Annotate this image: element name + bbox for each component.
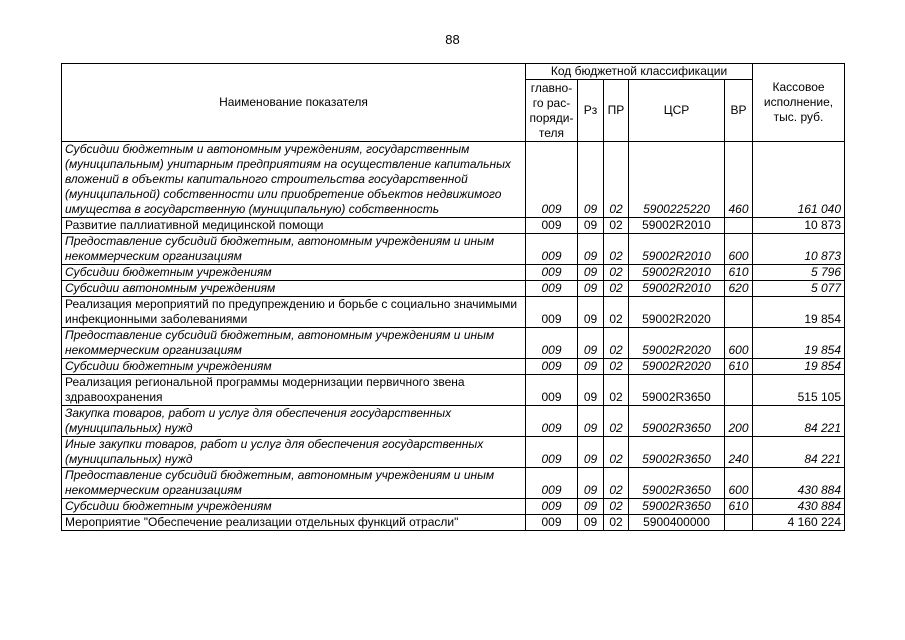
cell-csr: 59002R3650	[629, 375, 725, 406]
table-body	[62, 142, 845, 531]
cell-csr: 59002R3650	[629, 468, 725, 499]
header-vr: ВР	[725, 80, 753, 142]
cell-rz: 09	[578, 359, 604, 375]
cell-name: Предоставление субсидий бюджетным, автономным учреждениям и иным некоммерческим организациям	[62, 468, 526, 499]
cell-amount: 161 040	[753, 142, 845, 218]
cell-admin: 009	[526, 375, 578, 406]
cell-name: Закупка товаров, работ и услуг для обеспечения государственных (муниципальных) нужд	[62, 406, 526, 437]
cell-name: Предоставление субсидий бюджетным, автономным учреждениям и иным некоммерческим организациям	[62, 328, 526, 359]
header-pr: ПР	[604, 80, 629, 142]
cell-amount: 19 854	[753, 359, 845, 375]
cell-admin: 009	[526, 406, 578, 437]
cell-amount: 515 105	[753, 375, 845, 406]
cell-vr: 600	[725, 234, 753, 265]
cell-csr: 5900225220	[629, 142, 725, 218]
table-row	[62, 297, 845, 328]
cell-pr: 02	[604, 406, 629, 437]
cell-vr: 620	[725, 281, 753, 297]
cell-pr: 02	[604, 437, 629, 468]
cell-rz: 09	[578, 328, 604, 359]
cell-name: Иные закупки товаров, работ и услуг для обеспечения государственных (муниципальных) нужд	[62, 437, 526, 468]
cell-name: Субсидии бюджетным учреждениям	[62, 359, 526, 375]
cell-amount: 430 884	[753, 468, 845, 499]
table-row	[62, 281, 845, 297]
cell-amount: 19 854	[753, 328, 845, 359]
cell-amount: 10 873	[753, 234, 845, 265]
cell-pr: 02	[604, 468, 629, 499]
cell-csr: 59002R2010	[629, 234, 725, 265]
cell-csr: 59002R3650	[629, 406, 725, 437]
cell-vr	[725, 515, 753, 531]
header-administrator: главно-го рас-поряди-теля	[526, 80, 578, 142]
cell-csr: 59002R3650	[629, 499, 725, 515]
cell-pr: 02	[604, 359, 629, 375]
page-number: 88	[445, 32, 460, 47]
cell-rz: 09	[578, 281, 604, 297]
cell-vr: 600	[725, 468, 753, 499]
cell-csr: 59002R2010	[629, 265, 725, 281]
cell-csr: 5900400000	[629, 515, 725, 531]
cell-admin: 009	[526, 359, 578, 375]
cell-pr: 02	[604, 297, 629, 328]
cell-pr: 02	[604, 515, 629, 531]
table-row	[62, 499, 845, 515]
cell-name: Реализация региональной программы модернизации первичного звена здравоохранения	[62, 375, 526, 406]
cell-admin: 009	[526, 142, 578, 218]
table-row	[62, 375, 845, 406]
cell-rz: 09	[578, 142, 604, 218]
cell-rz: 09	[578, 437, 604, 468]
cell-admin: 009	[526, 265, 578, 281]
cell-pr: 02	[604, 234, 629, 265]
cell-vr: 610	[725, 265, 753, 281]
cell-amount: 19 854	[753, 297, 845, 328]
header-amount: Кассовое исполнение, тыс. руб.	[753, 64, 845, 142]
cell-csr: 59002R2010	[629, 218, 725, 234]
cell-vr	[725, 297, 753, 328]
cell-amount: 10 873	[753, 218, 845, 234]
table-row	[62, 218, 845, 234]
cell-name: Субсидии бюджетным учреждениям	[62, 499, 526, 515]
header-code-group: Код бюджетной классификации	[526, 64, 753, 80]
cell-admin: 009	[526, 468, 578, 499]
table-row	[62, 234, 845, 265]
table-row	[62, 437, 845, 468]
cell-csr: 59002R2020	[629, 297, 725, 328]
table-row	[62, 142, 845, 218]
cell-rz: 09	[578, 265, 604, 281]
header-rz: Рз	[578, 80, 604, 142]
table-row	[62, 359, 845, 375]
cell-amount: 430 884	[753, 499, 845, 515]
cell-name: Реализация мероприятий по предупреждению и борьбе с социально значимыми инфекционными заболеваниями	[62, 297, 526, 328]
cell-admin: 009	[526, 281, 578, 297]
cell-amount: 4 160 224	[753, 515, 845, 531]
cell-name: Развитие паллиативной медицинской помощи	[62, 218, 526, 234]
cell-csr: 59002R2020	[629, 328, 725, 359]
cell-amount: 84 221	[753, 406, 845, 437]
cell-amount: 5 796	[753, 265, 845, 281]
cell-vr: 240	[725, 437, 753, 468]
cell-vr	[725, 218, 753, 234]
header-name: Наименование показателя	[62, 64, 526, 142]
cell-amount: 84 221	[753, 437, 845, 468]
cell-rz: 09	[578, 515, 604, 531]
table-row	[62, 265, 845, 281]
cell-vr: 610	[725, 499, 753, 515]
cell-admin: 009	[526, 328, 578, 359]
cell-rz: 09	[578, 218, 604, 234]
cell-rz: 09	[578, 468, 604, 499]
cell-rz: 09	[578, 406, 604, 437]
cell-vr: 600	[725, 328, 753, 359]
cell-pr: 02	[604, 328, 629, 359]
cell-vr: 200	[725, 406, 753, 437]
budget-table	[61, 63, 845, 531]
cell-rz: 09	[578, 297, 604, 328]
cell-pr: 02	[604, 499, 629, 515]
table-row	[62, 515, 845, 531]
cell-pr: 02	[604, 218, 629, 234]
cell-rz: 09	[578, 234, 604, 265]
cell-pr: 02	[604, 142, 629, 218]
cell-admin: 009	[526, 218, 578, 234]
cell-vr: 460	[725, 142, 753, 218]
table-row	[62, 328, 845, 359]
cell-pr: 02	[604, 375, 629, 406]
cell-name: Мероприятие "Обеспечение реализации отдельных функций отрасли"	[62, 515, 526, 531]
header-csr: ЦСР	[629, 80, 725, 142]
cell-admin: 009	[526, 297, 578, 328]
cell-amount: 5 077	[753, 281, 845, 297]
cell-admin: 009	[526, 499, 578, 515]
table-row	[62, 406, 845, 437]
cell-admin: 009	[526, 515, 578, 531]
cell-name: Субсидии автономным учреждениям	[62, 281, 526, 297]
cell-admin: 009	[526, 437, 578, 468]
cell-name: Субсидии бюджетным учреждениям	[62, 265, 526, 281]
cell-name: Субсидии бюджетным и автономным учреждениям, государственным (муниципальным) унитарным предприятиям на осуществление капитальных вложений в объекты капитального строительства государственной (муниципальной) собственности или приобретение объектов недвижимого имущества в государственную (муниципальную) собственность	[62, 142, 526, 218]
cell-pr: 02	[604, 281, 629, 297]
cell-vr	[725, 375, 753, 406]
cell-name: Предоставление субсидий бюджетным, автономным учреждениям и иным некоммерческим организациям	[62, 234, 526, 265]
cell-pr: 02	[604, 265, 629, 281]
cell-admin: 009	[526, 234, 578, 265]
cell-csr: 59002R3650	[629, 437, 725, 468]
cell-csr: 59002R2020	[629, 359, 725, 375]
cell-rz: 09	[578, 375, 604, 406]
cell-rz: 09	[578, 499, 604, 515]
cell-vr: 610	[725, 359, 753, 375]
cell-csr: 59002R2010	[629, 281, 725, 297]
table-row	[62, 468, 845, 499]
